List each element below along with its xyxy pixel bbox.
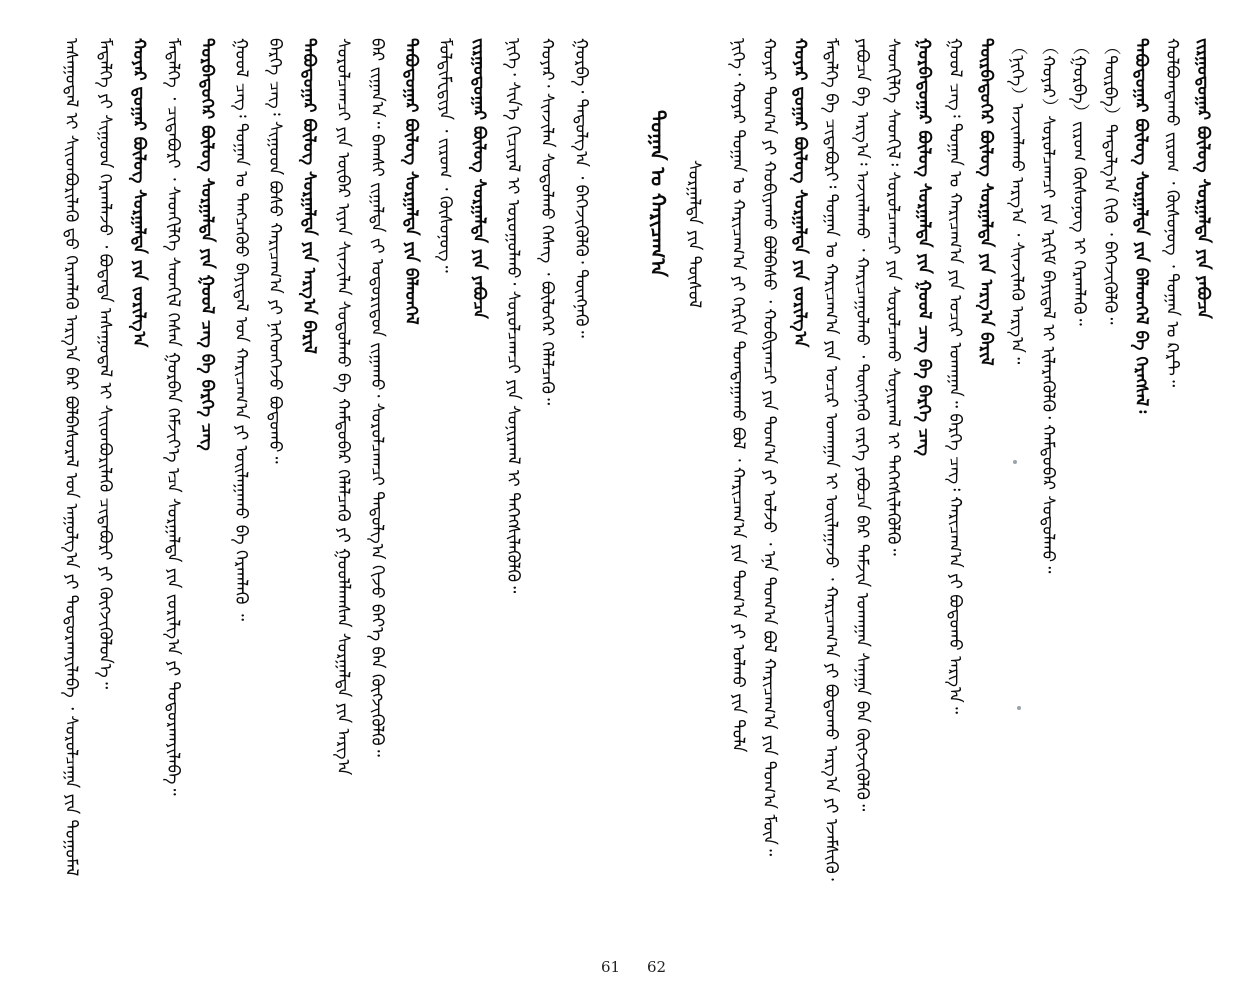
section-subtitle: ᠰᠤᠷᠭᠠᠯᠲᠠ ᠶᠢᠨ ᠲᠥᠰᠥᠯ (684, 160, 704, 309)
text-column: ᠬᠣᠶᠠᠷ ᠲᠣᠭ᠎ᠠ ᠶᠢ ᠬᠤᠪᠢᠶᠠᠬᠤ ᠪᠣᠯᠪᠠᠰᠤ ᠂ ᠬᠤᠪᠢᠶᠠᠭᠴᠢ ᠶᠢᠨ ᠲᠣᠭ᠎ᠠ ᠶᠢ ᠣᠯᠵᠤ ᠂ ᠡᠨᠡ ᠲᠣᠭ᠎ᠠ ᠪᠣᠯ ᠬᠠᠷᠢᠴᠠᠭ᠎ᠠ ᠶᠢᠨ ᠲᠣᠭ᠎ᠠ ᠮᠦᠨ᠃ (759, 38, 779, 857)
text-column: ᠰᠡᠳᠬᠢᠯᠭᠡ ᠰᠡᠳᠬᠢᠯ᠄ ᠰᠤᠷᠤᠯᠴᠠᠭᠴᠢ ᠶᠢᠨ ᠰᠤᠷᠤᠯᠴᠠᠬᠤ ᠰᠣᠨᠢᠷᠬᠠᠯ ᠢ ᠳᠡᠭᠡᠭᠰᠢᠯᠡᠭᠦᠯᠬᠦ᠃ (883, 38, 903, 556)
text-column: ᠪᠡᠷᠬᠡ ᠴᠡᠭ᠄ ᠰᠢᠭᠤᠳ ᠪᠤᠰᠤ ᠬᠠᠷᠢᠴᠠᠭ᠎ᠠ ᠶᠢ ᠨᠡᠭᠡᠳᠬᠡᠵᠦ ᠪᠣᠳᠣᠬᠤ᠃ (265, 38, 285, 464)
text-column: ᠭᠤᠷᠪᠠ᠂ ᠳᠠᠳᠤᠯᠭ᠎ᠠ ᠂ ᠪᠡᠬᠡᠵᠢᠭᠦᠯᠬᠦ᠂ ᠳᠦᠩᠨᠡᠬᠦ᠃ (571, 38, 591, 338)
text-column: ᠨᠢᠭᠡ᠂ ᠱᠢᠨ᠎ᠡ ᠬᠢᠴᠢᠶᠡᠯ ᠢ ᠤᠷᠤᠭᠤᠯᠬᠤ᠂ ᠰᠤᠷᠤᠯᠴᠠᠭᠴᠢ ᠶᠢᠨ ᠰᠣᠨᠢᠷᠬᠠᠯ ᠢ ᠳᠡᠭᠡᠭᠰᠢᠯᠡᠭᠦᠯᠬᠦ᠃ (503, 38, 523, 594)
section-heading: ᠳᠣᠷᠪᠡᠳᠦᠭᠡᠷ ᠪᠦᠯᠦᠭ ᠰᠤᠷᠭᠠᠯᠲᠠ ᠶᠢᠨ ᠭᠣᠣᠯ ᠴᠡᠭ ᠪᠠ ᠪᠡᠷᠬᠡ ᠴᠡᠭ (197, 38, 217, 451)
section-heading: ᠵᠢᠷᠭᠤᠳᠤᠭᠠᠷ ᠪᠦᠯᠦᠭ ᠰᠤᠷᠭᠠᠯᠲᠠ ᠶᠢᠨ ᠶᠠᠪᠤᠴᠠ (1193, 38, 1213, 319)
page-number-left: 61 (601, 958, 621, 976)
section-heading: ᠳᠥᠷᠪᠡᠳᠦᠭᠡᠷ ᠪᠦᠯᠦᠭ ᠰᠤᠷᠭᠠᠯᠲᠠ ᠶᠢᠨ ᠠᠷᠭ᠎ᠠ ᠪᠠᠷᠢᠯ (976, 38, 996, 366)
text-column: ᠬᠣᠯᠪᠣᠭᠳᠠᠬᠤ ᠵᠢᠷᠤᠭ ᠂ ᠬᠦᠰᠦᠨᠦᠭ ᠂ ᠲᠣᠭᠠᠨ ᠤ ᠺᠠᠷᠲ᠃ (1162, 38, 1182, 388)
text-column: ᠶᠠᠪᠤᠴᠠ ᠪᠠ ᠠᠷᠭ᠎ᠠ᠄ ᠠᠵᠢᠭᠯᠠᠬᠤ ᠂ ᠬᠠᠷᠢᠴᠠᠭᠤᠯᠬᠤ ᠂ ᠳᠦᠩᠨᠡᠬᠦ ᠵᠡᠷᠭᠡ ᠶᠠᠪᠤᠴᠠ ᠪᠠᠷ ᠳᠠᠮᠵᠢᠨ ᠤᠬᠠᠭᠠᠨ ᠰᠠᠨᠠᠭᠠ ᠪᠡᠨ ᠬᠥᠭᠵᠢᠭᠦᠯᠬᠦ᠃ (852, 38, 872, 812)
text-column: ᠠᠰᠠᠭᠤᠳᠠᠯ ᠢ ᠰᠢᠢᠳᠪᠦᠷᠢᠯᠡᠬᠦ ᠳ᠋ᠤ ᠬᠡᠷᠡᠭ᠍ᠯᠡᠬᠦ ᠠᠷᠭ᠎ᠠ ᠪᠠᠷ ᠪᠣᠯᠪᠠᠰᠤᠷᠠᠯ ᠤᠨ ᠠᠭᠤᠯᠭ᠎ᠠ ᠶᠢ ᠲᠣᠳᠣᠷᠬᠠᠶᠢᠯᠠᠪᠠ ᠂ ᠰᠤᠷᠤᠯᠴᠠᠭᠠ ᠶᠢᠨ ᠲᠣᠭᠣᠮᠠᠯ (61, 38, 81, 877)
page-number-right: 62 (647, 958, 667, 976)
list-item: （ᠳᠥᠷᠪᠡ）ᠳᠠᠳᠤᠯᠭ᠎ᠠ ᠬᠢᠬᠦ ᠂ ᠪᠡᠬᠡᠵᠢᠭᠦᠯᠬᠦ᠃ (1100, 38, 1120, 325)
section-heading: ᠲᠠᠪᠤᠳᠤᠭᠠᠷ ᠪᠦᠯᠦᠭ ᠰᠤᠷᠭᠠᠯᠲᠠ ᠶᠢᠨ ᠠᠷᠭ᠎ᠠ ᠪᠠᠷᠢᠯ (299, 38, 319, 354)
section-heading: ᠲᠠᠪᠤᠳᠤᠭᠠᠷ ᠪᠦᠯᠦᠭ ᠰᠤᠷᠭᠠᠯᠲᠠ ᠶᠢᠨ ᠪᠡᠯᠡᠳᠬᠡᠯ ᠪᠠ ᠬᠡᠷᠡᠭᠰᠡᠯ᠄ (1131, 38, 1151, 414)
section-heading: ᠲᠠᠪᠤᠳᠤᠭᠠᠷ ᠪᠦᠯᠦᠭ ᠰᠤᠷᠭᠠᠯᠲᠠ ᠶᠢᠨ ᠪᠡᠯᠡᠳᠬᠡᠯ (401, 38, 421, 325)
list-item: （ᠨᠢᠭᠡ）ᠠᠵᠢᠭᠯᠠᠬᠤ ᠠᠷᠭ᠎ᠠ ᠂ ᠰᠢᠨᠵᠢᠯᠡᠬᠦ ᠠᠷᠭ᠎ᠠ᠃ (1007, 38, 1027, 365)
text-column: ᠰᠤᠷᠤᠯᠴᠠᠭᠴᠢ ᠶᠢᠨ ᠦᠪᠡᠷ ᠢᠶᠡᠨ ᠰᠢᠨᠵᠢᠯᠡᠨ ᠰᠤᠳᠤᠯᠬᠤ ᠪᠠ ᠬᠠᠮᠲᠤᠪᠠᠷ ᠬᠡᠯᠡᠯᠴᠡᠬᠦ ᠶᠢ ᠭᠣᠣᠯᠯᠠᠭᠰᠠᠨ ᠰᠤᠷᠭᠠᠯᠲᠠ ᠶᠢᠨ ᠠᠷᠭ᠎ᠠ (333, 38, 353, 776)
scan-speck (1017, 706, 1021, 710)
list-item: （ᠬᠣᠶᠠᠷ）ᠰᠤᠷᠤᠯᠴᠠᠭᠴᠢ ᠶᠢᠨ ᠡᠷᠬᠢᠮ ᠪᠠᠶᠢᠳᠠᠯ ᠢ ᠢᠯᠡᠷᠡᠭᠦᠯᠬᠦ᠂ ᠬᠠᠮᠲᠤᠪᠠᠷ ᠰᠤᠳᠤᠯᠬᠤ᠃ (1038, 38, 1058, 574)
text-column: ᠮᠡᠳᠡᠯᠭᠡ ᠶᠢ ᠰᠢᠭᠤᠳ ᠬᠡᠷᠡᠭ᠍ᠯᠡᠵᠦ ᠂ ᠪᠣᠳᠠᠳᠠ ᠠᠰᠠᠭᠤᠳᠠᠯ ᠢ ᠰᠢᠢᠳᠪᠦᠷᠢᠯᠡᠬᠦ ᠴᠢᠳᠠᠪᠤᠷᠢ ᠶᠢ ᠬᠥᠭᠵᠢᠭᠦᠯᠦᠨ᠎ᠡ᠃ (95, 38, 115, 690)
list-item: （ᠭᠤᠷᠪᠠ）ᠵᠢᠷᠤᠭ ᠬᠦᠰᠦᠨᠦᠭ ᠢ ᠬᠡᠷᠡᠭ᠍ᠯᠡᠬᠦ᠃ (1069, 38, 1089, 326)
text-column: ᠮᠤᠯᠲᠢᠮᠸᠳᠢᠶᠠ ᠂ ᠵᠢᠷᠤᠭ ᠂ ᠬᠦᠰᠦᠨᠦᠭ᠃ (435, 38, 455, 273)
right-page (625, 0, 1250, 1000)
text-column: ᠨᠢᠭᠡ᠂ ᠬᠣᠶᠠᠷ ᠲᠣᠭᠠᠨ ᠤ ᠬᠠᠷᠢᠴᠠᠭ᠎ᠠ ᠶᠢ ᠬᠡᠷᠬᠢᠨ ᠲᠣᠭᠲᠠᠭᠠᠬᠤ ᠪᠣᠯ ᠂ ᠬᠠᠷᠢᠴᠠᠭ᠎ᠠ ᠶᠢᠨ ᠲᠣᠭ᠎ᠠ ᠶᠢ ᠣᠯᠬᠤ ᠶᠢᠨ ᠲᠤᠯᠠ (728, 38, 748, 753)
scan-speck (1013, 460, 1017, 464)
section-heading: ᠭᠤᠷᠪᠠᠳᠤᠭᠠᠷ ᠪᠦᠯᠦᠭ ᠰᠤᠷᠭᠠᠯᠲᠠ ᠶᠢᠨ ᠭᠣᠣᠯ ᠴᠡᠭ ᠪᠠ ᠪᠡᠷᠬᠡ ᠴᠡᠭ (914, 38, 934, 456)
text-column: ᠮᠡᠳᠡᠯᠭᠡ ᠪᠠ ᠴᠢᠳᠠᠪᠤᠷᠢ᠄ ᠲᠣᠭᠠᠨ ᠤ ᠬᠠᠷᠢᠴᠠᠭ᠎ᠠ ᠶᠢᠨ ᠤᠴᠢᠷ ᠤᠬᠠᠭᠠᠨ ᠢ ᠣᠢᠯᠠᠭᠠᠵᠤ ᠂ ᠬᠠᠷᠢᠴᠠᠭ᠎ᠠ ᠶᠢ ᠪᠣᠳᠣᠬᠤ ᠠᠷᠭ᠎ᠠ ᠶᠢ ᠡᠵᠡᠮᠰᠢᠬᠦ᠂ (821, 38, 841, 881)
text-column: ᠮᠡᠳᠡᠯᠭᠡ ᠂ ᠴᠢᠳᠠᠪᠤᠷᠢ ᠂ ᠰᠡᠳᠬᠢᠯᠭᠡ ᠰᠡᠳᠬᠢᠯ ᠭᠡᠰᠡᠨ ᠭᠤᠷᠪᠠᠨ ᠬᠡᠮᠵᠢᠶ᠎ᠡ ᠡᠴᠡ ᠰᠤᠷᠭᠠᠯᠲᠠ ᠶᠢᠨ ᠵᠣᠷᠢᠯᠭ᠎ᠠ ᠶᠢ ᠲᠣᠳᠣᠷᠬᠠᠶᠢᠯᠠᠪᠠ᠃ (163, 38, 183, 796)
section-heading: ᠬᠣᠶᠠᠷ ᠳ᠋ᠤᠭᠠᠷ ᠪᠦᠯᠦᠭ ᠰᠤᠷᠭᠠᠯᠲᠠ ᠶᠢᠨ ᠵᠣᠷᠢᠯᠭ᠎ᠠ (790, 38, 810, 348)
text-column: ᠬᠣᠶᠠᠷ᠂ ᠰᠢᠨᠵᠢᠯᠡᠨ ᠰᠤᠳᠤᠯᠬᠤ ᠬᠡᠰᠡᠭ ᠂ ᠪᠦᠯᠦᠭᠡᠷ ᠬᠡᠯᠡᠯᠴᠡᠬᠦ᠃ (537, 38, 557, 406)
section-title: ᠲᠣᠭᠠᠨ ᠤ ᠬᠠᠷᠢᠴᠠᠭ᠎ᠠ (646, 110, 670, 278)
text-column: ᠪᠠᠷ ᠵᠢᠭᠠᠨ᠎ᠠ᠃ ᠪᠠᠭᠰᠢ ᠵᠢᠭᠠᠯᠳᠠ ᠵᠢ ᠤᠳᠤᠷᠢᠳᠤᠨ ᠵᠢᠭᠠᠬᠤ᠂ ᠰᠤᠷᠤᠯᠴᠠᠭᠴᠢ ᠳᠠᠳᠤᠯᠭ᠎ᠠ ᠬᠢᠵᠦ ᠪᠡᠶ᠎ᠡ ᠪᠡᠨ ᠬᠦᠭᠵᠢᠭᠦᠯᠬᠦ᠃ (367, 38, 387, 757)
text-column: ᠭᠣᠣᠯ ᠴᠡᠭ᠄ ᠲᠣᠭᠠᠨ ᠤ ᠲᠡᠩᠴᠡᠭᠦᠦ ᠪᠠᠶᠢᠳᠠᠯ ᠤᠨ ᠬᠠᠷᠢᠴᠠᠭ᠎ᠠ ᠶᠢ ᠣᠢᠯᠠᠭᠠᠬᠤ ᠪᠠ ᠬᠡᠷᠡᠭ᠍ᠯᠡᠬᠦ ᠃ (231, 38, 251, 621)
section-heading: ᠬᠣᠶᠠᠷ ᠳ᠋ᠤᠭᠠᠷ ᠪᠦᠯᠦᠭ ᠰᠤᠷᠭᠠᠯᠲᠠ ᠶᠢᠨ ᠵᠣᠷᠢᠯᠭ᠎ᠠ (129, 38, 149, 348)
section-heading: ᠵᠢᠷᠭᠤᠳᠤᠭᠠᠷ ᠪᠦᠯᠦᠭ ᠰᠤᠷᠭᠠᠯᠲᠠ ᠶᠢᠨ ᠶᠠᠪᠤᠴᠠ (469, 38, 489, 319)
text-column: ᠭᠣᠣᠯ ᠴᠡᠭ᠄ ᠲᠣᠭᠠᠨ ᠤ ᠬᠠᠷᠢᠴᠠᠭ᠎ᠠ ᠶᠢᠨ ᠤᠴᠢᠷ ᠤᠬᠠᠭᠠᠨ᠃ ᠪᠡᠷᠬᠡ ᠴᠡᠭ᠄ ᠬᠠᠷᠢᠴᠠᠭ᠎ᠠ ᠶᠢ ᠪᠣᠳᠣᠬᠤ ᠠᠷᠭ᠎ᠠ᠃ (945, 38, 965, 714)
